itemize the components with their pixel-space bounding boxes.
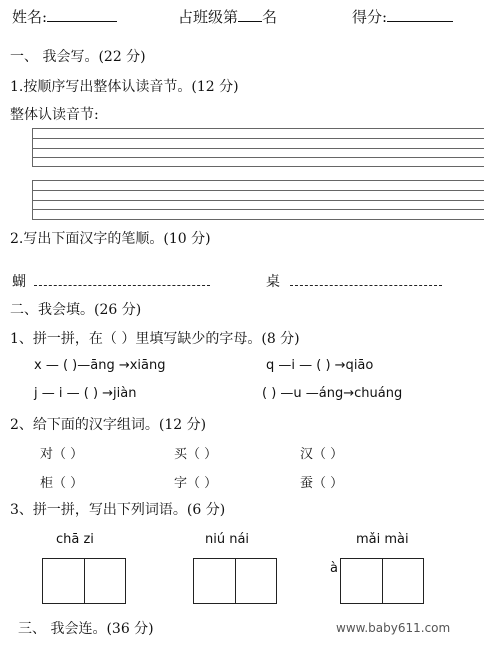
section1-q1-label: 整体认读音节:	[10, 107, 99, 123]
writing-line	[32, 128, 484, 129]
word-item[interactable]: 对（ ）	[40, 447, 84, 462]
writing-line	[32, 219, 484, 220]
writing-line	[32, 209, 484, 210]
section2-q2-title: 2、给下面的汉字组词。(12 分)	[10, 417, 207, 433]
writing-line	[32, 200, 484, 201]
section2-q1-title: 1、拼一拼，在（ ）里填写缺少的字母。(8 分)	[10, 331, 300, 347]
writing-box[interactable]	[340, 558, 424, 604]
word-item[interactable]: 柜（ ）	[40, 476, 84, 491]
pinyin-item[interactable]: x — ( )—āng →xiāng	[34, 358, 166, 373]
pinyin-label: niú nái	[205, 532, 250, 547]
name-blank[interactable]	[47, 7, 117, 22]
watermark: www.baby611.com	[336, 621, 451, 635]
stroke-blank-b[interactable]	[290, 273, 442, 286]
stroke-char-a: 蝴	[12, 274, 26, 290]
writing-margin-1	[32, 128, 33, 166]
section2-q3-title: 3、拼一拼，写出下列词语。(6 分)	[10, 502, 226, 518]
stroke-order-b[interactable]	[266, 271, 442, 291]
writing-line	[32, 180, 484, 181]
section1-q2-title: 2.写出下面汉字的笔顺。(10 分)	[10, 231, 211, 247]
section1-q1-title: 1.按顺序写出整体认读音节。(12 分)	[10, 79, 239, 95]
stroke-char-b: 桌	[266, 274, 280, 290]
pinyin-item[interactable]: j — i — ( ) →jiàn	[34, 386, 137, 401]
writing-box[interactable]	[42, 558, 126, 604]
word-item[interactable]: 字（ ）	[174, 476, 218, 491]
box-divider	[382, 559, 383, 603]
rank-suffix: 名	[262, 8, 278, 26]
pinyin-label: chā zi	[56, 532, 94, 547]
stroke-order-a[interactable]	[12, 271, 210, 291]
rank-field[interactable]	[178, 6, 277, 27]
writing-box[interactable]	[193, 558, 277, 604]
word-item[interactable]: 蚕（ ）	[300, 476, 344, 491]
stray-mark: à	[330, 561, 338, 576]
rank-label: 占班级第	[178, 8, 239, 26]
writing-line	[32, 166, 484, 167]
section3-title: 三、 我会连。(36 分)	[18, 621, 154, 637]
stroke-blank-a[interactable]	[34, 273, 210, 286]
pinyin-item[interactable]: ( ) —u —áng→chuáng	[262, 386, 403, 401]
writing-line	[32, 190, 484, 191]
box-divider	[84, 559, 85, 603]
pinyin-label: mǎi mài	[356, 532, 409, 547]
section1-title: 一、 我会写。(22 分)	[10, 49, 146, 65]
rank-blank[interactable]	[238, 7, 262, 22]
box-divider	[235, 559, 236, 603]
word-item[interactable]: 汉（ ）	[300, 447, 344, 462]
score-label: 得分:	[352, 8, 388, 26]
name-field[interactable]	[12, 6, 117, 27]
writing-line	[32, 157, 484, 158]
section2-title: 二、我会填。(26 分)	[10, 302, 142, 318]
writing-line	[32, 138, 484, 139]
pinyin-item[interactable]: q —i — ( ) →qiāo	[266, 358, 374, 373]
name-label: 姓名:	[12, 8, 48, 26]
word-item[interactable]: 买（ ）	[174, 447, 218, 462]
score-blank[interactable]	[387, 7, 453, 22]
writing-line	[32, 148, 484, 149]
score-field[interactable]	[352, 6, 453, 27]
